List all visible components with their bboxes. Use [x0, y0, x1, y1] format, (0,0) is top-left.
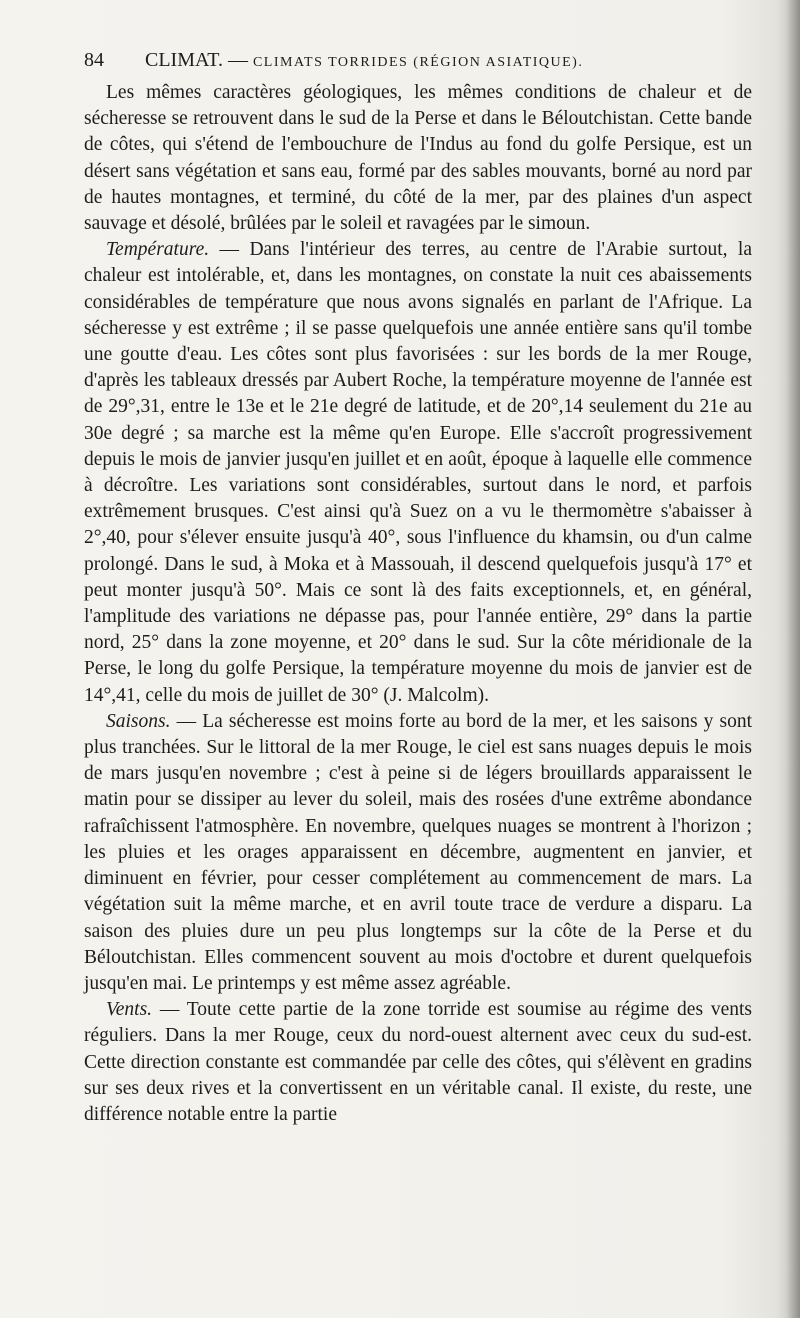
paragraph-vents — [84, 997, 752, 1128]
page-spine-shadow — [786, 0, 800, 1318]
paragraph-saisons — [84, 709, 752, 997]
paragraph-text: — La sécheresse est moins forte au bord de la mer, et les saisons y sont plus tranchées. Sur le littoral de la mer Rouge, le ciel est sans nuages depuis le mois de mars jusqu'en novembre ; c'est à peine si de légers brouillards apparaissent le matin pour se dissiper au lever du soleil, mais des rosées d'une extrême abondance rafraîchissent l'atmosphère. En novembre, quelques nuages se montrent à l'horizon ; les pluies et les orages apparaissent en décembre, augmentent en janvier, et diminuent en février, pour cesser complétement au commencement de mars. La végétation suit la même marche, et en avril toute trace de verdure a disparu. La saison des pluies dure un peu plus longtemps sur la côte de la Perse et du Béloutchistan. Elles commencent souvent au mois d'octobre et durent quelquefois jusqu'en mai. Le printemps y est même assez agréable. — [84, 710, 752, 994]
chapter-subtitle: CLIMATS TORRIDES (RÉGION ASIATIQUE). — [252, 55, 584, 70]
chapter-title: CLIMAT. — [145, 49, 223, 71]
paragraph-intro — [84, 80, 752, 237]
title-dash: — — [227, 49, 248, 71]
page-number: 84 — [84, 49, 104, 71]
paragraph-text: — Dans l'intérieur des terres, au centre de l'Arabie surtout, la chaleur est intolérable, et, dans les montagnes, on constate la nuit ces abaissements considérables de température que nous avons signalés en parlant de l'Afrique. La sécheresse y est extrême ; il se passe quelquefois une année entière sans qu'il tombe une goutte d'eau. Les côtes sont plus favorisées : sur les bords de la mer Rouge, d'après les tableaux dressés par Aubert Roche, la température moyenne de l'année est de 29°,31, entre le 13e et le 21e degré de latitude, et de 20°,14 seulement du 21e au 30e degré ; sa marche est la même qu'en Europe. Elle s'accroît progressivement depuis le mois de janvier jusqu'en juillet et en août, époque à laquelle elle commence à décroître. Les variations sont considérables, surtout dans le nord, et parfois extrêmement brusques. C'est ainsi qu'à Suez on a vu le thermomètre s'abaisser à 2°,40, pour s'élever ensuite jusqu'à 40°, sous l'influence du khamsin, ou d'un calme prolongé. Dans le sud, à Moka et à Massouah, il descend quelquefois jusqu'à 17° et peut monter jusqu'à 50°. Mais ce sont là des faits exceptionnels, et, en général, l'amplitude des variations ne dépasse pas, pour l'année entière, 29° dans la partie nord, 25° dans la zone moyenne, et 20° dans le sud. Sur la côte méridionale de la Perse, le long du golfe Persique, la température moyenne du mois de janvier est de 14°,41, celle du mois de juillet de 30° (J. Malcolm). — [84, 239, 752, 706]
paragraph-text: Les mêmes caractères géologiques, les mêmes conditions de chaleur et de sécheresse se retrouvent dans le sud de la Perse et dans le Béloutchistan. Cette bande de côtes, qui s'étend de l'embouchure de l'Indus au fond du golfe Persique, est un désert sans végétation et sans eau, formé par des sables mouvants, borné au nord par de hautes montagnes, et terminé, du côté de la mer, par des plaines d'un aspect sauvage et désolé, brûlées par le soleil et ravagées par le simoun. — [84, 82, 752, 235]
paragraph-lead: Vents. — [106, 999, 153, 1021]
running-head — [84, 44, 734, 76]
paragraph-temperature — [84, 237, 752, 709]
body-text — [84, 80, 752, 1128]
paragraph-lead: Température. — [106, 239, 210, 261]
paragraph-lead: Saisons. — [106, 710, 171, 732]
paragraph-text: — Toute cette partie de la zone torride est soumise au régime des vents réguliers. Dans la mer Rouge, ceux du nord-ouest alternent avec ceux du sud-est. Cette direction constante est commandée par celle des côtes, qui s'élèvent en gradins sur ses deux rives et la convertissent en un véritable canal. Il existe, du reste, une différence notable entre la partie — [84, 999, 752, 1125]
